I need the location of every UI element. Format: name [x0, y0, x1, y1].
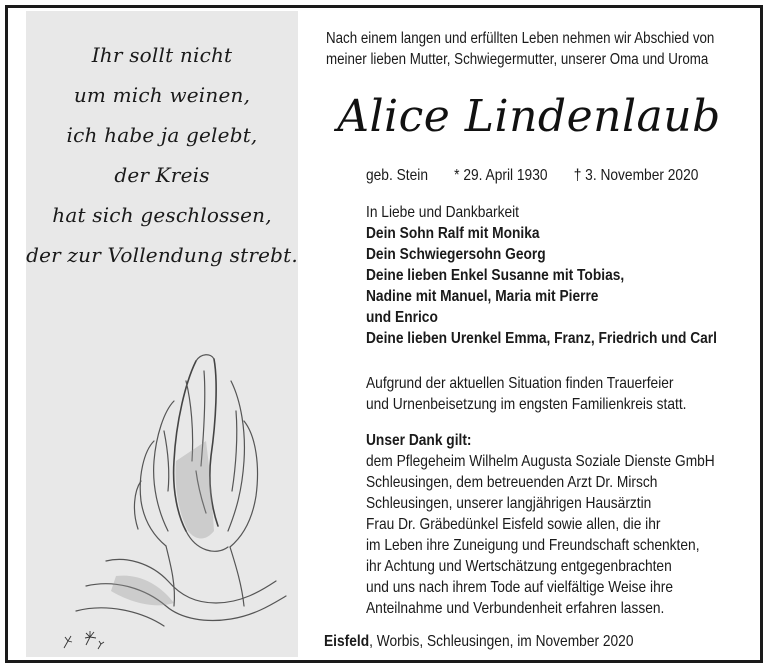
family-line: und Enrico: [366, 309, 438, 326]
intro-line: meiner lieben Mutter, Schwiegermutter, unserer Oma und Uroma: [326, 51, 709, 68]
thanks-section: [366, 430, 763, 619]
family-line: Deine lieben Enkel Susanne mit Tobias,: [366, 267, 625, 284]
poem-line: um mich weinen,: [73, 83, 251, 107]
thanks-line: Frau Dr. Gräbedünkel Eisfeld sowie allen, die ihr: [366, 516, 661, 533]
place-and-date: [324, 632, 684, 652]
birth-name: geb. Stein: [366, 167, 428, 184]
family-list: [366, 202, 763, 349]
poem-panel: [26, 11, 298, 657]
poem-line: der Kreis: [114, 163, 210, 187]
death-date: † 3. November 2020: [573, 167, 699, 184]
praying-hands-illustration: [46, 341, 296, 631]
family-heading: In Liebe und Dankbarkeit: [366, 204, 519, 221]
family-line: Nadine mit Manuel, Maria mit Pierre: [366, 288, 599, 305]
notice-line: Aufgrund der aktuellen Situation finden Trauerfeier: [366, 375, 674, 392]
place-bold: Eisfeld: [324, 633, 370, 650]
poem: [26, 35, 298, 275]
thanks-line: Anteilnahme und Verbundenheit erfahren lassen.: [366, 600, 665, 617]
funeral-notice: [366, 373, 739, 415]
poem-line: hat sich geschlossen,: [52, 203, 272, 227]
poem-line: Ihr sollt nicht: [91, 43, 233, 67]
thanks-heading: Unser Dank gilt:: [366, 432, 472, 449]
notice-line: und Urnenbeisetzung im engsten Familienkreis statt.: [366, 396, 687, 413]
obituary-notice: [5, 5, 763, 663]
place-rest: , Worbis, Schleusingen, im November 2020: [369, 633, 634, 650]
deceased-name: Alice Lindenlaub: [337, 91, 721, 142]
family-line: Dein Schwiegersohn Georg: [366, 246, 546, 263]
thanks-line: im Leben ihre Zuneigung und Freundschaft schenkten,: [366, 537, 700, 554]
intro-line: Nach einem langen und erfüllten Leben nehmen wir Abschied von: [326, 30, 715, 47]
thanks-line: Schleusingen, dem betreuenden Arzt Dr. Mirsch: [366, 474, 658, 491]
birth-date: * 29. April 1930: [454, 167, 548, 184]
thanks-line: Schleusingen, unserer langjährigen Hausärztin: [366, 495, 652, 512]
dandelion-icon: [56, 623, 106, 653]
poem-line: ich habe ja gelebt,: [66, 123, 258, 147]
poem-line: der zur Vollendung strebt.: [26, 243, 298, 267]
thanks-line: ihr Achtung und Wertschätzung entgegenbrachten: [366, 558, 672, 575]
family-line: Deine lieben Urenkel Emma, Franz, Friedrich und Carl: [366, 330, 717, 347]
thanks-line: dem Pflegeheim Wilhelm Augusta Soziale Dienste GmbH: [366, 453, 715, 470]
thanks-line: und uns nach ihrem Tode auf vielfältige Weise ihre: [366, 579, 673, 596]
life-dates: [366, 166, 763, 186]
intro-text: [326, 28, 763, 70]
family-line: Dein Sohn Ralf mit Monika: [366, 225, 540, 242]
